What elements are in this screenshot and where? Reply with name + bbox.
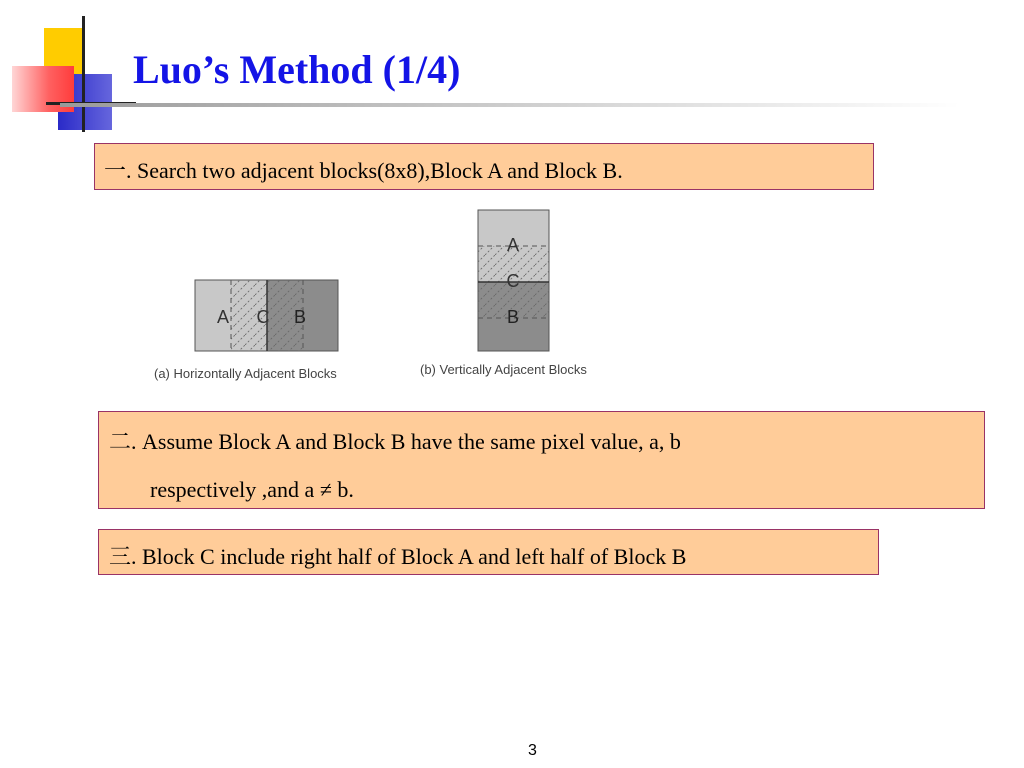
adjacent-blocks-figure [145,205,635,385]
horizontal-blocks-diagram [154,280,338,381]
step-2-text-line-2: respectively ,and a ≠ b. [150,477,354,502]
horizontal-label-a: A [216,307,230,327]
step-1-box [94,143,874,190]
page-number: 3 [528,742,537,759]
vertical-label-b: B [506,307,520,327]
title-underline [60,103,960,107]
horizontal-label-c: C [256,307,270,327]
step-2-text-line-1: 二. Assume Block A and Block B have the same pixel value, a, b [109,429,681,454]
vertical-label-a: A [506,235,520,255]
step-3-text: 三. Block C include right half of Block A and left half of Block B [109,544,687,569]
step-1-text: 一. Search two adjacent blocks(8x8),Block A and Block B. [104,158,623,183]
vertical-blocks-diagram [420,210,587,377]
horizontal-label-b: B [293,307,307,327]
step-2-box [98,411,985,509]
vertical-caption: (b) Vertically Adjacent Blocks [420,362,587,377]
horizontal-caption: (a) Horizontally Adjacent Blocks [154,366,337,381]
corner-decoration [0,0,140,140]
vertical-label-c: C [506,271,520,291]
slide-title: Luo’s Method (1/4) [133,47,461,92]
step-3-box [98,529,879,575]
deco-vertical-line [82,16,85,132]
